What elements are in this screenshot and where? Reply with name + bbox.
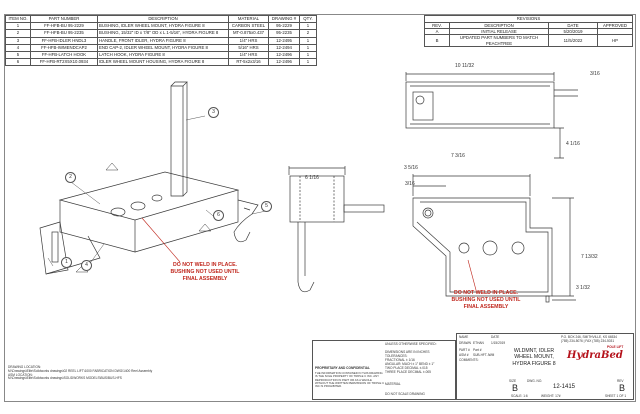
drawing-title bbox=[509, 348, 559, 367]
bom-cell: 1 bbox=[300, 37, 317, 44]
rev-header-description: DESCRIPTION bbox=[450, 23, 549, 29]
front-view-hole bbox=[512, 242, 524, 254]
weld-note-line: DO NOT WELD IN PLACE. bbox=[454, 290, 518, 296]
item-balloon: 3 bbox=[208, 107, 219, 118]
bom-cell: FF-HFB-LATCH HOOK bbox=[31, 51, 98, 58]
rev-label: REV bbox=[617, 379, 624, 383]
front-view bbox=[413, 174, 576, 302]
tolerances-label: TOLERANCES: bbox=[385, 354, 408, 358]
dim-width-top: 10 11/32 bbox=[455, 63, 475, 69]
bom-header-item: ITEM NO. bbox=[6, 16, 31, 23]
bom-cell: 1 bbox=[300, 23, 317, 30]
dwg-no-label: DWG. NO. bbox=[527, 379, 543, 383]
side-view-handle bbox=[344, 205, 384, 212]
rev-header-approved: APPROVED bbox=[598, 23, 633, 29]
iso-latch-hook bbox=[234, 200, 258, 242]
dim-depth: 4 1/16 bbox=[566, 141, 580, 147]
item-balloon: 1 bbox=[61, 257, 72, 268]
rev-cell: HP bbox=[598, 35, 633, 46]
note-leader-right bbox=[468, 260, 476, 290]
bom-cell: FF-HFB-RT2X5X10.0934 bbox=[31, 59, 98, 66]
bom-cell: 2 bbox=[6, 30, 31, 37]
dwg-no-value: 12-1415 bbox=[553, 384, 576, 390]
bom-header-drawing: DRAWING # bbox=[269, 16, 300, 23]
asm-location-path: M:\Drawings\Elite\Solidworks drawings\SOLIDWORKS MODELS\BUS\BUS-HFS bbox=[8, 376, 122, 381]
date-label: DATE bbox=[491, 335, 500, 339]
asm-value: SUB-HFT-IWM bbox=[473, 353, 495, 357]
dim-offset-a: 7 3/16 bbox=[451, 153, 465, 159]
size-label: SIZE bbox=[509, 379, 517, 383]
bom-cell: 12-2496 bbox=[269, 59, 300, 66]
title-block-right bbox=[456, 333, 634, 400]
bom-cell: BUSHING, IDLER WHEEL MOUNT, HYDRA FIGURE 8 bbox=[98, 23, 229, 30]
dim-offset-c: 3/16 bbox=[405, 181, 415, 187]
iso-handle-post-top bbox=[171, 82, 187, 86]
dims-note: DIMENSIONS ARE IN INCHES bbox=[385, 350, 430, 354]
top-view-body bbox=[406, 82, 554, 128]
angular-tol: ANGULAR: MACH ± 1° BEND ± 1° bbox=[385, 362, 435, 366]
iso-housing-side bbox=[135, 190, 238, 252]
bom-cell: FF-HFB-BU 95-2229 bbox=[31, 23, 98, 30]
drawing-title-line: WHEEL MOUNT, bbox=[514, 354, 554, 361]
material-label: MATERIAL bbox=[385, 382, 401, 386]
drawing-title-line: HYDRA FIGURE 8 bbox=[512, 360, 556, 367]
bom-cell: FF-HFB-BU 95-2235 bbox=[31, 30, 98, 37]
dim-height-right: 3/16 bbox=[590, 71, 600, 77]
drawing-location bbox=[8, 366, 308, 381]
iso-hole bbox=[152, 195, 162, 201]
item-balloon: 2 bbox=[65, 172, 76, 183]
bom-cell: CARBON STEEL bbox=[229, 23, 269, 30]
company-address: P.O. BOX 246, SMITHVILLE, KS 66534 bbox=[561, 335, 617, 339]
bom-cell: 12-2496 bbox=[269, 51, 300, 58]
bom-cell: IDLER WHEEL MOUNT HOUSING, HYDRA FIGURE 8 bbox=[98, 59, 229, 66]
iso-hole bbox=[131, 202, 145, 210]
rev-cell: UPDATED PART NUMBERS TO MATCH PEACHTREE bbox=[450, 35, 549, 46]
brand-logo: HydraBed bbox=[567, 350, 623, 361]
top-view-hole bbox=[416, 96, 424, 104]
item-balloon: 5 bbox=[261, 201, 272, 212]
weld-note-line: BUSHING NOT USED UNTIL bbox=[451, 297, 521, 303]
drawn-label: DRAWN bbox=[459, 341, 471, 345]
note-leader-left bbox=[142, 218, 180, 262]
bom-cell: FF-HFB-IWMENDCAP2 bbox=[31, 44, 98, 51]
bom-cell: 5 bbox=[6, 51, 31, 58]
bom-header-part: PART NUMBER bbox=[31, 16, 98, 23]
bom-cell: 1 bbox=[300, 51, 317, 58]
bom-header-qty: QTY. bbox=[300, 16, 317, 23]
front-view-tab bbox=[546, 296, 549, 302]
weld-note-line: FINAL ASSEMBLY bbox=[463, 304, 509, 310]
comments-label: COMMENTS: bbox=[459, 358, 479, 362]
bom-cell: FF-HFB-IDLER HNDL3 bbox=[31, 37, 98, 44]
drawing-title-line: WLDMNT, IDLER bbox=[513, 348, 555, 354]
iso-hole bbox=[111, 208, 125, 216]
dim-height-total: 7 13/32 bbox=[581, 254, 598, 260]
bom-cell: 1 bbox=[6, 23, 31, 30]
drawn-date: 1/15/2019 bbox=[491, 341, 506, 345]
revisions-title: REVISIONS bbox=[425, 16, 633, 23]
balloon-leaders bbox=[48, 116, 266, 266]
sheet-label: SHEET 1 OF 1 bbox=[605, 394, 627, 398]
bom-cell: MT-0.875x0.437 bbox=[229, 30, 269, 37]
weld-note-left bbox=[160, 262, 250, 283]
front-view-hole bbox=[483, 241, 497, 255]
bom-cell: BUSHING, 15/32" ID x 7/8" OD x L 1-5/16", HYDRA FIGURE 8 bbox=[98, 30, 229, 37]
weld-note-line: DO NOT WELD IN PLACE. bbox=[173, 262, 237, 268]
dim-bottom: 3 1/32 bbox=[576, 285, 590, 291]
rev-header-rev: REV. bbox=[425, 23, 450, 29]
bom-cell: 2 bbox=[300, 30, 317, 37]
rev-header-date: DATE bbox=[549, 23, 598, 29]
unless-label: UNLESS OTHERWISE SPECIFIED: bbox=[385, 342, 437, 346]
weld-symbol-icon bbox=[106, 163, 118, 170]
side-view bbox=[289, 166, 384, 292]
rev-cell: 5/20/2019 bbox=[549, 29, 598, 35]
bom-header-material: MATERIAL bbox=[229, 16, 269, 23]
front-view-hole bbox=[423, 208, 433, 218]
weld-note-line: FINAL ASSEMBLY bbox=[182, 276, 228, 282]
drawing-location-path: M:\Drawings\Elite\Solidworks drawings\02 REEL LIFT\1000 FABRICATION DWG\1400 Reel Assembly bbox=[8, 368, 153, 373]
side-view-body bbox=[290, 176, 344, 222]
asm-label: ASM # bbox=[459, 353, 469, 357]
front-view-outline bbox=[413, 198, 552, 296]
rev-cell: A bbox=[425, 29, 450, 35]
rev-cell: 11/5/2022 bbox=[549, 35, 598, 46]
bom-cell: 1 bbox=[300, 44, 317, 51]
weight-label: WEIGHT: 17# bbox=[541, 394, 561, 398]
bom-cell: 3 bbox=[6, 37, 31, 44]
drawn-by: ETHAN bbox=[473, 341, 484, 345]
size-value: B bbox=[512, 383, 519, 393]
bom-cell: 12-2494 bbox=[269, 44, 300, 51]
part-value: Part # bbox=[473, 348, 482, 352]
bom-cell: LATCH HOOK, HYDRA FIGURE 8 bbox=[98, 51, 229, 58]
iso-bushing-slot bbox=[52, 232, 58, 262]
weld-symbol-icon bbox=[199, 224, 211, 231]
item-balloon: 6 bbox=[213, 210, 224, 221]
bom-cell: 1/4" HRS bbox=[229, 37, 269, 44]
bom-cell: 95-2235 bbox=[269, 30, 300, 37]
dim-offset-b: 3 5/16 bbox=[404, 165, 418, 171]
weld-note-line: BUSHING NOT USED UNTIL bbox=[170, 269, 240, 275]
drawing-location-label: DRAWING LOCATION: bbox=[8, 365, 42, 369]
bom-cell: RT-5x2x3/16 bbox=[229, 59, 269, 66]
bom-cell: 1/4" HRS bbox=[229, 51, 269, 58]
company-phone: (785) 234-5076 | FAX (785) 234-5031 bbox=[561, 339, 615, 343]
bom-cell: 4 bbox=[6, 44, 31, 51]
bom-header-description: DESCRIPTION bbox=[98, 16, 229, 23]
bom-cell: 95-2229 bbox=[269, 23, 300, 30]
rev-value: B bbox=[619, 383, 626, 393]
item-balloon: 4 bbox=[81, 260, 92, 271]
weld-note-right bbox=[440, 290, 532, 311]
bom-cell: END CAP-2, IDLER WHEEL MOUNT, HYDRA FIGURE 8 bbox=[98, 44, 229, 51]
side-view-hook bbox=[298, 222, 314, 292]
dim-side-length: 6 1/16 bbox=[305, 175, 319, 181]
iso-handle-post bbox=[171, 86, 183, 196]
rev-cell: B bbox=[425, 35, 450, 46]
proprietary-title: PROPRIETARY AND CONFIDENTIAL bbox=[315, 366, 370, 370]
scale-label: SCALE: 1:6 bbox=[511, 394, 528, 398]
rev-cell: INITIAL RELEASE bbox=[450, 29, 549, 35]
part-label: PART # bbox=[459, 348, 470, 352]
brand-top: POLE LIFT bbox=[607, 345, 624, 349]
two-place-tol: TWO PLACE DECIMAL ±.015 bbox=[385, 366, 428, 370]
top-view-endcap bbox=[413, 92, 433, 120]
title-block-left bbox=[312, 340, 456, 400]
iso-housing-front bbox=[60, 200, 135, 252]
bom-cell: 5/16" HRS bbox=[229, 44, 269, 51]
asm-location-label: ASM LOCATION: bbox=[8, 372, 33, 377]
bom-cell: HANDLE, FRONT IDLER, HYDRA FIGURE 8 bbox=[98, 37, 229, 44]
name-label: NAME bbox=[459, 335, 469, 339]
do-not-scale: DO NOT SCALE DRAWING bbox=[385, 392, 425, 396]
front-view-hole bbox=[459, 243, 469, 253]
iso-housing-top bbox=[60, 172, 238, 220]
fractional-tol: FRACTIONAL ± 1/16 bbox=[385, 358, 415, 362]
proprietary-text: THE INFORMATION CONTAINED IN THIS DRAWING IS THE SOLE PROPERTY OF TRIPLE C INC. ANY REPRODUCTION IN PART OR AS A WHOLE WITHOUT THE WRITTEN PERMISSION OF TRIPLE C INC IS PROHIBITED. bbox=[315, 371, 385, 389]
bom-cell: 6 bbox=[6, 59, 31, 66]
bom-cell: 1 bbox=[300, 59, 317, 66]
top-view bbox=[406, 72, 578, 158]
three-place-tol: THREE PLACE DECIMAL ±.005 bbox=[385, 370, 431, 374]
bom-cell: 12-2495 bbox=[269, 37, 300, 44]
